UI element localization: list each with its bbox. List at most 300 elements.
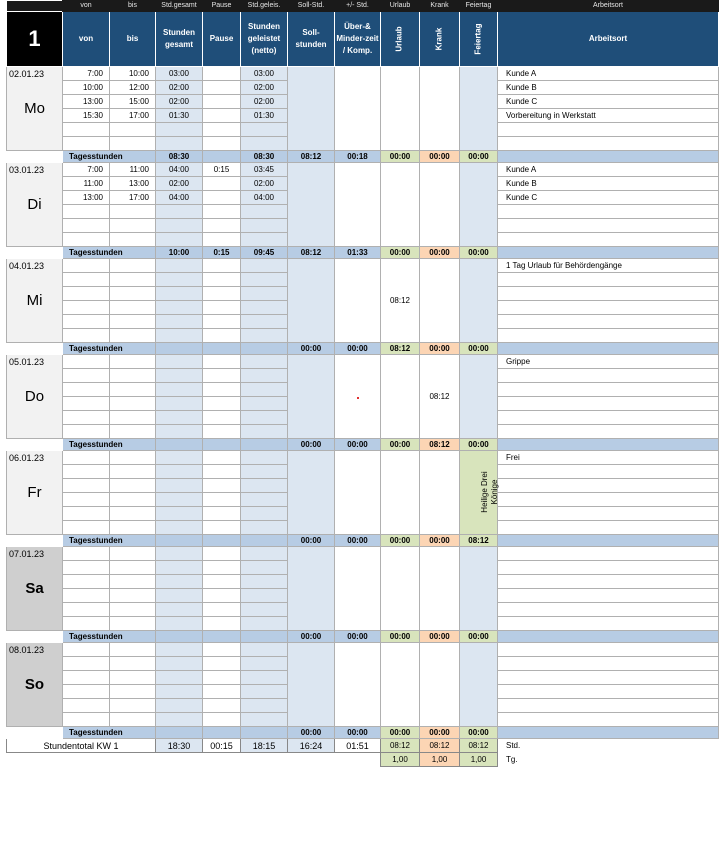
bis-cell[interactable]	[110, 233, 156, 247]
caption-urlaub: Urlaub	[381, 1, 420, 12]
von-cell[interactable]	[63, 315, 110, 329]
netto-cell	[241, 521, 288, 535]
pause-cell[interactable]	[203, 547, 241, 561]
pause-cell[interactable]	[203, 575, 241, 589]
pause-cell[interactable]	[203, 123, 241, 137]
bis-cell[interactable]	[110, 657, 156, 671]
gesamt-cell	[156, 561, 203, 575]
feiertag-name: Heilige Drei Könige	[480, 471, 499, 513]
pause-cell[interactable]	[203, 699, 241, 713]
pause-cell[interactable]	[203, 397, 241, 411]
day-date: 05.01.23	[9, 357, 45, 367]
day-total-gesamt: 08:30	[156, 151, 203, 163]
pause-cell[interactable]	[203, 411, 241, 425]
bis-cell[interactable]	[110, 425, 156, 439]
bis-cell[interactable]	[110, 451, 156, 465]
soll-block	[288, 163, 335, 247]
von-cell[interactable]	[63, 273, 110, 287]
von-cell[interactable]	[63, 205, 110, 219]
bis-cell[interactable]	[110, 315, 156, 329]
von-cell[interactable]	[63, 589, 110, 603]
day-total-pause	[203, 151, 241, 163]
day-total-soll: 00:00	[288, 535, 335, 547]
day-weekday: Do	[24, 387, 45, 405]
von-cell[interactable]: 15:30	[63, 109, 110, 123]
arbeitsort-cell[interactable]	[498, 617, 719, 631]
pause-cell[interactable]	[203, 287, 241, 301]
day-total-plusminus: 00:00	[335, 727, 381, 739]
pause-cell[interactable]	[203, 259, 241, 273]
day-cell	[7, 451, 63, 535]
bis-cell[interactable]	[110, 369, 156, 383]
von-cell[interactable]	[63, 479, 110, 493]
day-total-soll: 00:00	[288, 727, 335, 739]
bis-cell[interactable]	[110, 383, 156, 397]
von-cell[interactable]: 7:00	[63, 67, 110, 81]
von-cell[interactable]: 10:00	[63, 81, 110, 95]
arbeitsort-cell[interactable]	[498, 713, 719, 727]
day-total-netto	[241, 343, 288, 355]
bis-cell[interactable]	[110, 205, 156, 219]
pause-cell[interactable]	[203, 329, 241, 343]
pause-cell[interactable]	[203, 191, 241, 205]
bis-cell[interactable]	[110, 259, 156, 273]
von-cell[interactable]	[63, 617, 110, 631]
arbeitsort-cell[interactable]	[498, 589, 719, 603]
von-cell[interactable]	[63, 493, 110, 507]
bis-cell[interactable]	[110, 685, 156, 699]
day-cell	[7, 163, 63, 247]
von-cell[interactable]	[63, 123, 110, 137]
von-cell[interactable]	[63, 603, 110, 617]
arbeitsort-cell[interactable]: Frei	[498, 451, 719, 465]
header-bis: bis	[110, 12, 156, 67]
caption-netto: Std.geleis.	[241, 1, 288, 12]
soll-block	[288, 67, 335, 151]
bis-cell[interactable]	[110, 273, 156, 287]
bis-cell[interactable]: 15:00	[110, 95, 156, 109]
bis-cell[interactable]	[110, 479, 156, 493]
day-total-pause	[203, 439, 241, 451]
day-total-gesamt	[156, 535, 203, 547]
bis-cell[interactable]: 17:00	[110, 191, 156, 205]
pause-cell[interactable]	[203, 657, 241, 671]
von-cell[interactable]	[63, 383, 110, 397]
arbeitsort-cell[interactable]: Vorbereitung in Werkstatt	[498, 109, 719, 123]
caption-plusminus: +/- Std.	[335, 1, 381, 12]
von-cell[interactable]	[63, 355, 110, 369]
bis-cell[interactable]	[110, 465, 156, 479]
pause-cell[interactable]	[203, 493, 241, 507]
bis-cell[interactable]: 11:00	[110, 163, 156, 177]
pause-cell[interactable]	[203, 561, 241, 575]
krank-block[interactable]	[420, 163, 460, 247]
arbeitsort-cell[interactable]	[498, 561, 719, 575]
feiertag-block[interactable]	[460, 163, 498, 247]
arbeitsort-cell[interactable]	[498, 329, 719, 343]
von-cell[interactable]	[63, 685, 110, 699]
week-total-feiertag: 08:12	[460, 739, 498, 753]
arbeitsort-cell[interactable]	[498, 603, 719, 617]
arbeitsort-cell[interactable]	[498, 205, 719, 219]
day-total-row	[7, 631, 719, 643]
pause-cell[interactable]	[203, 521, 241, 535]
bis-cell[interactable]	[110, 137, 156, 151]
header-urlaub	[381, 12, 420, 67]
netto-cell: 02:00	[241, 81, 288, 95]
arbeitsort-cell[interactable]: Kunde C	[498, 191, 719, 205]
von-cell[interactable]: 13:00	[63, 95, 110, 109]
feiertag-block[interactable]	[460, 547, 498, 631]
day-total-netto: 09:45	[241, 247, 288, 259]
day-total-feiertag: 00:00	[460, 151, 498, 163]
von-cell[interactable]	[63, 575, 110, 589]
pause-cell[interactable]	[203, 95, 241, 109]
pause-cell[interactable]	[203, 671, 241, 685]
day-total-label: Tagesstunden	[63, 247, 156, 259]
bis-cell[interactable]: 17:00	[110, 109, 156, 123]
krank-block[interactable]	[420, 67, 460, 151]
krank-block[interactable]	[420, 451, 460, 535]
plusminus-block	[335, 163, 381, 247]
pause-cell[interactable]	[203, 603, 241, 617]
arbeitsort-cell[interactable]	[498, 479, 719, 493]
pause-cell[interactable]	[203, 369, 241, 383]
bis-cell[interactable]	[110, 547, 156, 561]
bis-cell[interactable]: 12:00	[110, 81, 156, 95]
arbeitsort-cell[interactable]: Kunde A	[498, 163, 719, 177]
bis-cell[interactable]	[110, 123, 156, 137]
bis-cell[interactable]	[110, 643, 156, 657]
arbeitsort-cell[interactable]: Kunde A	[498, 67, 719, 81]
gesamt-cell	[156, 259, 203, 273]
plusminus-block	[335, 259, 381, 343]
caption-pause: Pause	[203, 1, 241, 12]
feiertag-block[interactable]	[460, 67, 498, 151]
day-total-krank: 00:00	[420, 631, 460, 643]
day-total-row	[7, 439, 719, 451]
pause-cell[interactable]	[203, 425, 241, 439]
pause-cell[interactable]	[203, 233, 241, 247]
day-total-soll: 08:12	[288, 247, 335, 259]
arbeitsort-cell[interactable]	[498, 685, 719, 699]
arbeitsort-cell[interactable]	[498, 465, 719, 479]
von-cell[interactable]	[63, 561, 110, 575]
krank-block[interactable]	[420, 547, 460, 631]
pause-cell[interactable]	[203, 643, 241, 657]
krank-block[interactable]: 08:12	[420, 355, 460, 439]
von-cell[interactable]	[63, 507, 110, 521]
day-total-krank: 00:00	[420, 151, 460, 163]
bis-cell[interactable]	[110, 219, 156, 233]
von-cell[interactable]	[63, 219, 110, 233]
arbeitsort-cell[interactable]	[498, 287, 719, 301]
day-date: 04.01.23	[9, 261, 45, 271]
entry-row	[7, 259, 719, 273]
day-date: 06.01.23	[9, 453, 45, 463]
arbeitsort-cell[interactable]	[498, 383, 719, 397]
urlaub-block[interactable]: 08:12	[381, 259, 420, 343]
netto-cell	[241, 685, 288, 699]
von-cell[interactable]: 7:00	[63, 163, 110, 177]
days-feiertag: 1,00	[460, 753, 498, 767]
arbeitsort-cell[interactable]: Kunde C	[498, 95, 719, 109]
arbeitsort-cell[interactable]	[498, 273, 719, 287]
day-total-arbeitsort	[498, 631, 719, 643]
day-total-krank: 00:00	[420, 535, 460, 547]
arbeitsort-cell[interactable]	[498, 411, 719, 425]
day-cell	[7, 547, 63, 631]
entry-row	[7, 67, 719, 81]
von-cell[interactable]	[63, 713, 110, 727]
pause-cell[interactable]	[203, 589, 241, 603]
entry-row	[7, 643, 719, 657]
bis-cell[interactable]	[110, 575, 156, 589]
feiertag-block[interactable]	[460, 451, 498, 535]
bis-cell[interactable]	[110, 671, 156, 685]
urlaub-block[interactable]	[381, 547, 420, 631]
bis-cell[interactable]	[110, 493, 156, 507]
feiertag-block[interactable]	[460, 355, 498, 439]
netto-cell	[241, 589, 288, 603]
day-total-arbeitsort	[498, 151, 719, 163]
pause-cell[interactable]	[203, 355, 241, 369]
header-gesamt: Stunden gesamt	[156, 12, 203, 67]
header-netto: Stunden geleistet (netto)	[241, 12, 288, 67]
pause-cell[interactable]	[203, 109, 241, 123]
header-arbeitsort: Arbeitsort	[498, 12, 719, 67]
bis-cell[interactable]: 13:00	[110, 177, 156, 191]
day-cell	[7, 643, 63, 727]
gesamt-cell: 02:00	[156, 95, 203, 109]
day-total-urlaub: 08:12	[381, 343, 420, 355]
pause-cell[interactable]	[203, 451, 241, 465]
feiertag-block[interactable]	[460, 643, 498, 727]
arbeitsort-cell[interactable]	[498, 699, 719, 713]
bis-cell[interactable]	[110, 713, 156, 727]
bis-cell[interactable]: 10:00	[110, 67, 156, 81]
day-total-plusminus: 00:00	[335, 535, 381, 547]
arbeitsort-cell[interactable]	[498, 369, 719, 383]
arbeitsort-cell[interactable]	[498, 233, 719, 247]
pause-cell[interactable]	[203, 205, 241, 219]
krank-block[interactable]	[420, 643, 460, 727]
pause-cell[interactable]	[203, 315, 241, 329]
day-total-netto	[241, 631, 288, 643]
netto-cell	[241, 617, 288, 631]
arbeitsort-cell[interactable]	[498, 425, 719, 439]
von-cell[interactable]	[63, 397, 110, 411]
gesamt-cell	[156, 521, 203, 535]
bis-cell[interactable]	[110, 603, 156, 617]
days-unit: Tg.	[506, 754, 518, 764]
bis-cell[interactable]	[110, 355, 156, 369]
von-cell[interactable]	[63, 233, 110, 247]
arbeitsort-cell[interactable]: Kunde B	[498, 81, 719, 95]
gesamt-cell: 04:00	[156, 163, 203, 177]
day-weekday: Di	[27, 195, 42, 213]
arbeitsort-cell[interactable]	[498, 547, 719, 561]
arbeitsort-cell[interactable]	[498, 123, 719, 137]
day-cell	[7, 67, 63, 151]
plusminus-block	[335, 547, 381, 631]
bis-cell[interactable]	[110, 329, 156, 343]
gesamt-cell	[156, 479, 203, 493]
von-cell[interactable]	[63, 369, 110, 383]
gesamt-cell	[156, 671, 203, 685]
pause-cell[interactable]	[203, 617, 241, 631]
header-row	[7, 12, 719, 67]
pause-cell[interactable]	[203, 465, 241, 479]
von-cell[interactable]	[63, 699, 110, 713]
gesamt-cell	[156, 397, 203, 411]
gesamt-cell	[156, 287, 203, 301]
arbeitsort-cell[interactable]	[498, 219, 719, 233]
von-cell[interactable]	[63, 657, 110, 671]
soll-block	[288, 547, 335, 631]
pause-cell[interactable]	[203, 81, 241, 95]
day-total-arbeitsort	[498, 439, 719, 451]
von-cell[interactable]	[63, 643, 110, 657]
feiertag-block[interactable]	[460, 259, 498, 343]
bis-cell[interactable]	[110, 411, 156, 425]
day-total-netto	[241, 439, 288, 451]
day-date: 02.01.23	[9, 69, 45, 79]
pause-cell[interactable]	[203, 301, 241, 315]
von-cell[interactable]	[63, 411, 110, 425]
gesamt-cell	[156, 329, 203, 343]
day-total-urlaub: 00:00	[381, 535, 420, 547]
entry-row	[7, 451, 719, 465]
pause-cell[interactable]	[203, 137, 241, 151]
bis-cell[interactable]	[110, 301, 156, 315]
von-cell[interactable]	[63, 259, 110, 273]
header-pause: Pause	[203, 12, 241, 67]
arbeitsort-cell[interactable]	[498, 643, 719, 657]
netto-cell	[241, 411, 288, 425]
arbeitsort-cell[interactable]	[498, 493, 719, 507]
pause-cell[interactable]	[203, 383, 241, 397]
gesamt-cell	[156, 273, 203, 287]
arbeitsort-cell[interactable]	[498, 301, 719, 315]
day-total-gesamt	[156, 343, 203, 355]
arbeitsort-cell[interactable]: Kunde B	[498, 177, 719, 191]
pause-cell[interactable]	[203, 685, 241, 699]
von-cell[interactable]	[63, 329, 110, 343]
arbeitsort-cell[interactable]	[498, 137, 719, 151]
day-total-pause	[203, 343, 241, 355]
pause-cell[interactable]	[203, 273, 241, 287]
von-cell[interactable]: 11:00	[63, 177, 110, 191]
von-cell[interactable]	[63, 451, 110, 465]
krank-block[interactable]	[420, 259, 460, 343]
pause-cell[interactable]	[203, 479, 241, 493]
arbeitsort-cell[interactable]	[498, 575, 719, 589]
von-cell[interactable]: 13:00	[63, 191, 110, 205]
netto-cell	[241, 137, 288, 151]
netto-cell	[241, 205, 288, 219]
netto-cell	[241, 575, 288, 589]
day-total-urlaub: 00:00	[381, 151, 420, 163]
header-krank	[420, 12, 460, 67]
pause-cell[interactable]	[203, 177, 241, 191]
netto-cell	[241, 713, 288, 727]
arbeitsort-cell[interactable]	[498, 657, 719, 671]
day-total-feiertag: 00:00	[460, 343, 498, 355]
header-feiertag-text: Feiertag	[473, 23, 483, 55]
netto-cell	[241, 507, 288, 521]
bis-cell[interactable]	[110, 397, 156, 411]
urlaub-block[interactable]	[381, 163, 420, 247]
day-total-netto: 08:30	[241, 151, 288, 163]
urlaub-block[interactable]	[381, 451, 420, 535]
arbeitsort-cell[interactable]	[498, 521, 719, 535]
arbeitsort-cell[interactable]	[498, 671, 719, 685]
bis-cell[interactable]	[110, 507, 156, 521]
week-number: 1	[7, 12, 63, 67]
week-total-gesamt: 18:30	[156, 739, 203, 753]
von-cell[interactable]	[63, 547, 110, 561]
urlaub-block[interactable]	[381, 67, 420, 151]
day-total-feiertag: 00:00	[460, 439, 498, 451]
von-cell[interactable]	[63, 137, 110, 151]
gesamt-cell	[156, 315, 203, 329]
gesamt-cell: 01:30	[156, 109, 203, 123]
arbeitsort-cell[interactable]: Grippe	[498, 355, 719, 369]
day-weekday: Mi	[26, 291, 43, 309]
urlaub-block[interactable]	[381, 643, 420, 727]
pause-cell[interactable]: 0:15	[203, 163, 241, 177]
von-cell[interactable]	[63, 301, 110, 315]
day-total-gesamt: 10:00	[156, 247, 203, 259]
day-cell	[7, 259, 63, 343]
entry-row	[7, 163, 719, 177]
entry-row	[7, 547, 719, 561]
pause-cell[interactable]	[203, 713, 241, 727]
bis-cell[interactable]	[110, 561, 156, 575]
arbeitsort-cell[interactable]	[498, 315, 719, 329]
bis-cell[interactable]	[110, 287, 156, 301]
day-weekday: So	[24, 675, 45, 693]
pause-cell[interactable]	[203, 507, 241, 521]
arbeitsort-cell[interactable]	[498, 397, 719, 411]
von-cell[interactable]	[63, 521, 110, 535]
von-cell[interactable]	[63, 287, 110, 301]
gesamt-cell	[156, 137, 203, 151]
arbeitsort-cell[interactable]	[498, 507, 719, 521]
day-total-pause	[203, 535, 241, 547]
gesamt-cell	[156, 301, 203, 315]
pause-cell[interactable]	[203, 67, 241, 81]
day-total-row	[7, 535, 719, 547]
bis-cell[interactable]	[110, 589, 156, 603]
gesamt-cell	[156, 507, 203, 521]
bis-cell[interactable]	[110, 617, 156, 631]
von-cell[interactable]	[63, 671, 110, 685]
von-cell[interactable]	[63, 465, 110, 479]
urlaub-block[interactable]	[381, 355, 420, 439]
pause-cell[interactable]	[203, 219, 241, 233]
bis-cell[interactable]	[110, 521, 156, 535]
day-date: 08.01.23	[9, 645, 45, 655]
netto-cell	[241, 355, 288, 369]
arbeitsort-cell[interactable]: 1 Tag Urlaub für Behördengänge	[498, 259, 719, 273]
netto-cell	[241, 219, 288, 233]
gesamt-cell	[156, 617, 203, 631]
day-total-netto	[241, 535, 288, 547]
von-cell[interactable]	[63, 425, 110, 439]
bis-cell[interactable]	[110, 699, 156, 713]
